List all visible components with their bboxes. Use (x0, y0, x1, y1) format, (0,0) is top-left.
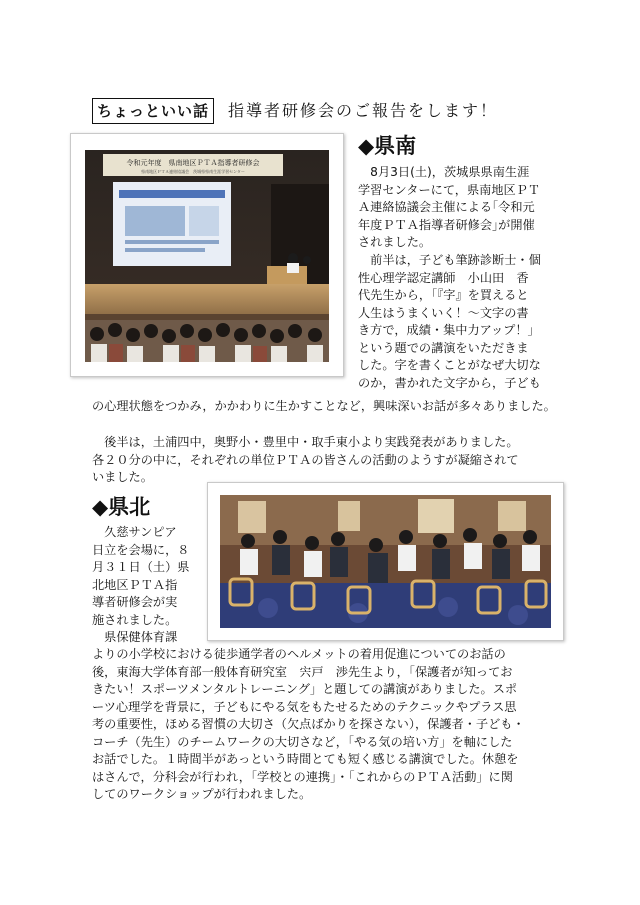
section-badge: ちょっといい話 (92, 98, 214, 124)
text-line: いました。 (92, 470, 153, 484)
text-line: 学習センターにて，県南地区ＰＴ (358, 182, 541, 197)
hall-banner: 令和元年度 県南地区ＰＴＡ指導者研修会 (126, 159, 260, 167)
text-line: 人生はうまくいく！～文字の書 (358, 305, 529, 320)
text-line: お話でした。１時間半があっという時間とても短く感じる講演でした。休憩を (92, 752, 519, 766)
text-line: よりの小学校における徒歩通学者のヘルメットの着用促進についてのお話の (92, 647, 506, 661)
text-line: 月３１日（土）県 (92, 560, 190, 574)
text-line: のか，書かれた文字から，子ども (358, 375, 541, 390)
hall-banner-sub: 県南地区ＰＴＡ連絡協議会 茨城県県南生涯学習センター (141, 169, 245, 174)
text-line: 年度ＰＴＡ指導者研修会｣が開催 (358, 217, 535, 232)
text-line: 施されました。 (92, 612, 178, 627)
text-line: Ａ連絡協議会主催による｢令和元 (358, 200, 535, 214)
text-line: した。字を書くことがなぜ大切な (358, 358, 541, 372)
kenpoku-paragraph-2 (92, 646, 572, 804)
text-line: 8月3日(土)，茨城県県南生涯 (358, 165, 530, 179)
workshop-image (208, 483, 563, 640)
kenpoku-heading: ◆県北 (92, 495, 151, 519)
page-title: 指導者研修会のご報告をします！ (228, 101, 499, 120)
text-line: きたい！スポーツメンタルトレーニング」と題しての講演がありました。スポ (92, 682, 518, 696)
text-line: 北地区ＰＴＡ指 (92, 577, 178, 592)
lecture-hall-image (71, 134, 343, 376)
kennan-paragraph-2 (358, 252, 541, 392)
kennan-photo (70, 133, 344, 377)
text-line: 性心理学認定講師 小山田 香 (358, 270, 529, 285)
text-line: 代先生から，「『字』を買えると (358, 288, 529, 302)
text-line: 各２０分の中に，それぞれの単位ＰＴＡの皆さんの活動のようすが凝縮されて (92, 452, 519, 467)
text-line: という題での講演をいただきま (358, 340, 529, 355)
kennan-heading: ◆県南 (358, 134, 417, 158)
text-line: してのワークショップが行われました。 (92, 787, 312, 801)
text-line: コーチ（先生）のチームワークの大切さなど，「やる気の培い方」を軸にした (92, 734, 513, 749)
text-line: 後，東海大学体育部一般体育研究室 宍戸 渉先生より，「保護者が知ってお (92, 664, 513, 679)
kenpoku-paragraph-1 (92, 524, 190, 647)
text-line: き方で，成績・集中力アップ！」 (358, 323, 540, 337)
article-header (92, 96, 498, 126)
text-line: はさんで，分科会が行われ，「学校との連携」・「これからのＰＴＡ活動」に関 (92, 769, 513, 784)
text-line: されました。 (358, 235, 432, 249)
text-line: 考の重要性，ほめる習慣の大切さ（欠点ばかりを探さない），保護者・子ども・ (92, 717, 525, 731)
text-line: 後半は，土浦四中，奥野小・豊里中・取手東小より実践発表がありました。 (92, 435, 519, 449)
kennan-paragraph-2-cont: の心理状態をつかみ，かかわりに生かすことなど，興味深いお話が多々ありました。 (92, 399, 556, 413)
text-line: 日立を会場に，８ (92, 542, 190, 557)
text-line: 導者研修会が実 (92, 595, 178, 609)
text-line: 県保健体育課 (92, 630, 178, 644)
text-line: 久慈サンピア (92, 525, 177, 539)
text-line: ーツ心理学を背景に，子どもにやる気をもたせるためのテクニックやプラス思 (92, 699, 517, 714)
text-line: 前半は，子ども筆跡診断士・個 (358, 253, 541, 267)
kennan-paragraph-1 (358, 164, 540, 252)
kenpoku-photo (207, 482, 564, 641)
kennan-paragraph-3 (92, 434, 572, 487)
